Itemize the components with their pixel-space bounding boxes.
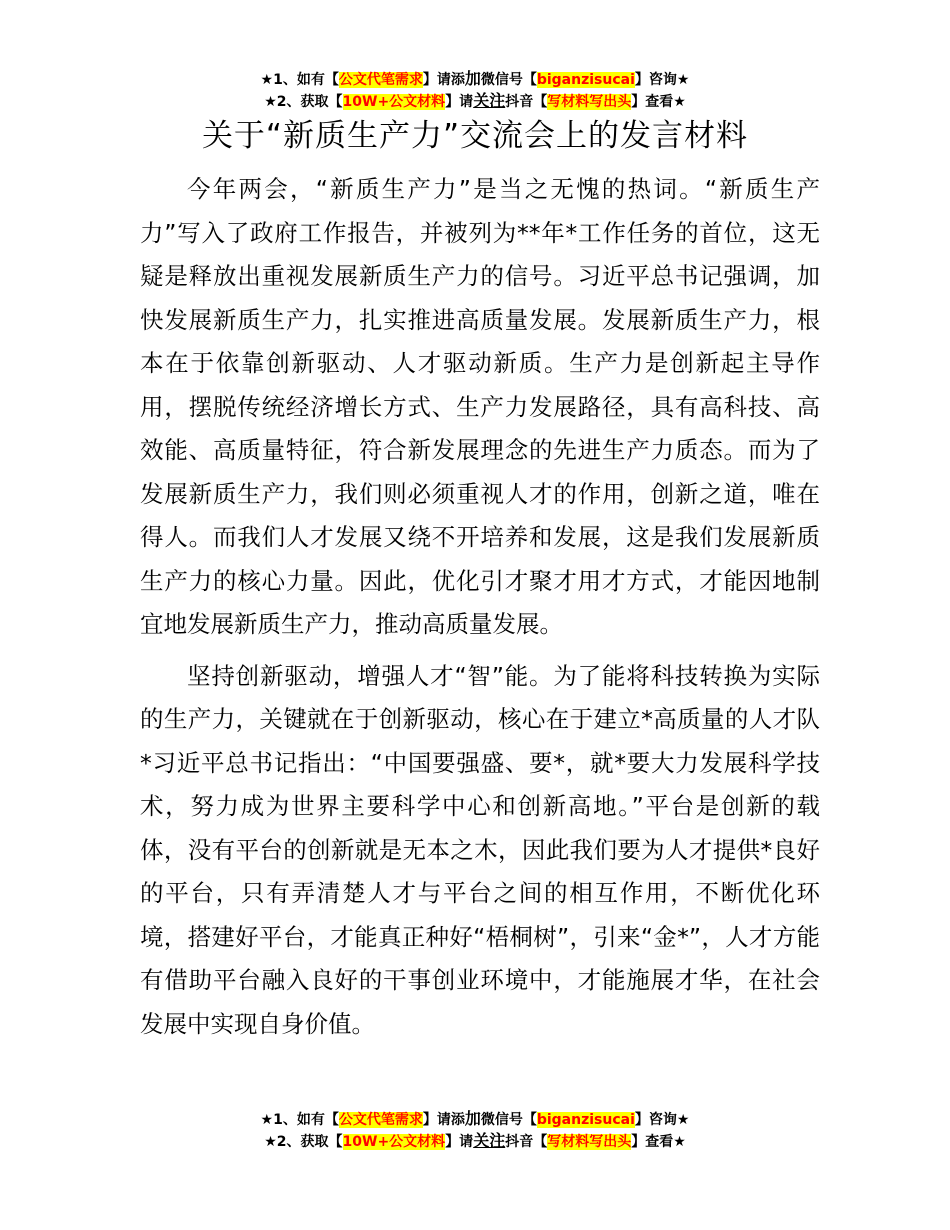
promo-text: ★2、获取【 xyxy=(264,1134,343,1150)
promo-emphasis: 加 xyxy=(464,69,481,88)
promo-text: 】咨询★ xyxy=(634,1112,690,1128)
promo-text: 】查看★ xyxy=(631,94,686,110)
promo-highlight: 10W+公文材料 xyxy=(342,94,446,110)
promo-highlight: biganzisucai xyxy=(536,72,635,88)
promo-emphasis: 关注 xyxy=(473,91,506,110)
promo-highlight: 公文代笔需求 xyxy=(338,72,423,88)
document-title: 关于“新质生产力”交流会上的发言材料 xyxy=(201,118,749,154)
promo-highlight: 公文代笔需求 xyxy=(338,1112,423,1128)
promo-text: 】请添 xyxy=(422,1112,465,1128)
promo-text: ★2、获取【 xyxy=(264,94,343,110)
promo-banner-top xyxy=(0,68,950,112)
promo-emphasis: 关注 xyxy=(473,1131,506,1150)
promo-text: ★1、如有【 xyxy=(260,72,339,88)
promo-highlight: 写材料写出头 xyxy=(547,1134,632,1150)
promo-line-1 xyxy=(0,1108,950,1130)
promo-text: 】咨询★ xyxy=(634,72,690,88)
document-body xyxy=(140,168,820,1046)
promo-line-1 xyxy=(0,68,950,90)
promo-text: 】查看★ xyxy=(631,1134,686,1150)
promo-emphasis: 加 xyxy=(464,1109,481,1128)
promo-text: ★1、如有【 xyxy=(260,1112,339,1128)
promo-text: 微信号【 xyxy=(480,72,537,88)
promo-text: 】请 xyxy=(445,1134,474,1150)
promo-text: 抖音【 xyxy=(505,94,548,110)
body-paragraph: 今年两会，“新质生产力”是当之无愧的热词。“新质生产力”写入了政府工作报告，并被列为**年*工作任务的首位，这无疑是释放出重视发展新质生产力的信号。习近平总书记强调，加快发展新质生产力，扎实推进高质量发展。发展新质生产力，根本在于依靠创新驱动、人才驱动新质。生产力是创新起主导作用，摆脱传统经济增长方式、生产力发展路径，具有高科技、高效能、高质量特征，符合新发展理念的先进生产力质态。而为了发展新质生产力，我们则必须重视人才的作用，创新之道，唯在得人。而我们人才发展又绕不开培养和发展，这是我们发展新质生产力的核心力量。因此，优化引才聚才用才方式，才能因地制宜地发展新质生产力，推动高质量发展。 xyxy=(140,175,820,638)
promo-text: 微信号【 xyxy=(480,1112,537,1128)
promo-text: 】请 xyxy=(445,94,474,110)
promo-text: 】请添 xyxy=(422,72,465,88)
promo-banner-bottom xyxy=(0,1108,950,1152)
promo-text: 抖音【 xyxy=(505,1134,548,1150)
promo-highlight: biganzisucai xyxy=(536,1112,635,1128)
promo-line-2 xyxy=(0,1130,950,1152)
promo-line-2 xyxy=(0,90,950,112)
promo-highlight: 写材料写出头 xyxy=(547,94,632,110)
body-paragraph: 坚持创新驱动，增强人才“智”能。为了能将科技转换为实际的生产力，关键就在于创新驱动，核心在于建立*高质量的人才队*习近平总书记指出：“中国要强盛、要*，就*要大力发展科学技术，努力成为世界主要科学中心和创新高地。”平台是创新的载体，没有平台的创新就是无本之木，因此我们要为人才提供*良好的平台，只有弄清楚人才与平台之间的相互作用，不断优化环境，搭建好平台，才能真正种好“梧桐树”，引来“金*”，人才方能有借助平台融入良好的干事创业环境中，才能施展才华，在社会发展中实现自身价值。 xyxy=(140,661,820,1038)
promo-highlight: 10W+公文材料 xyxy=(342,1134,446,1150)
